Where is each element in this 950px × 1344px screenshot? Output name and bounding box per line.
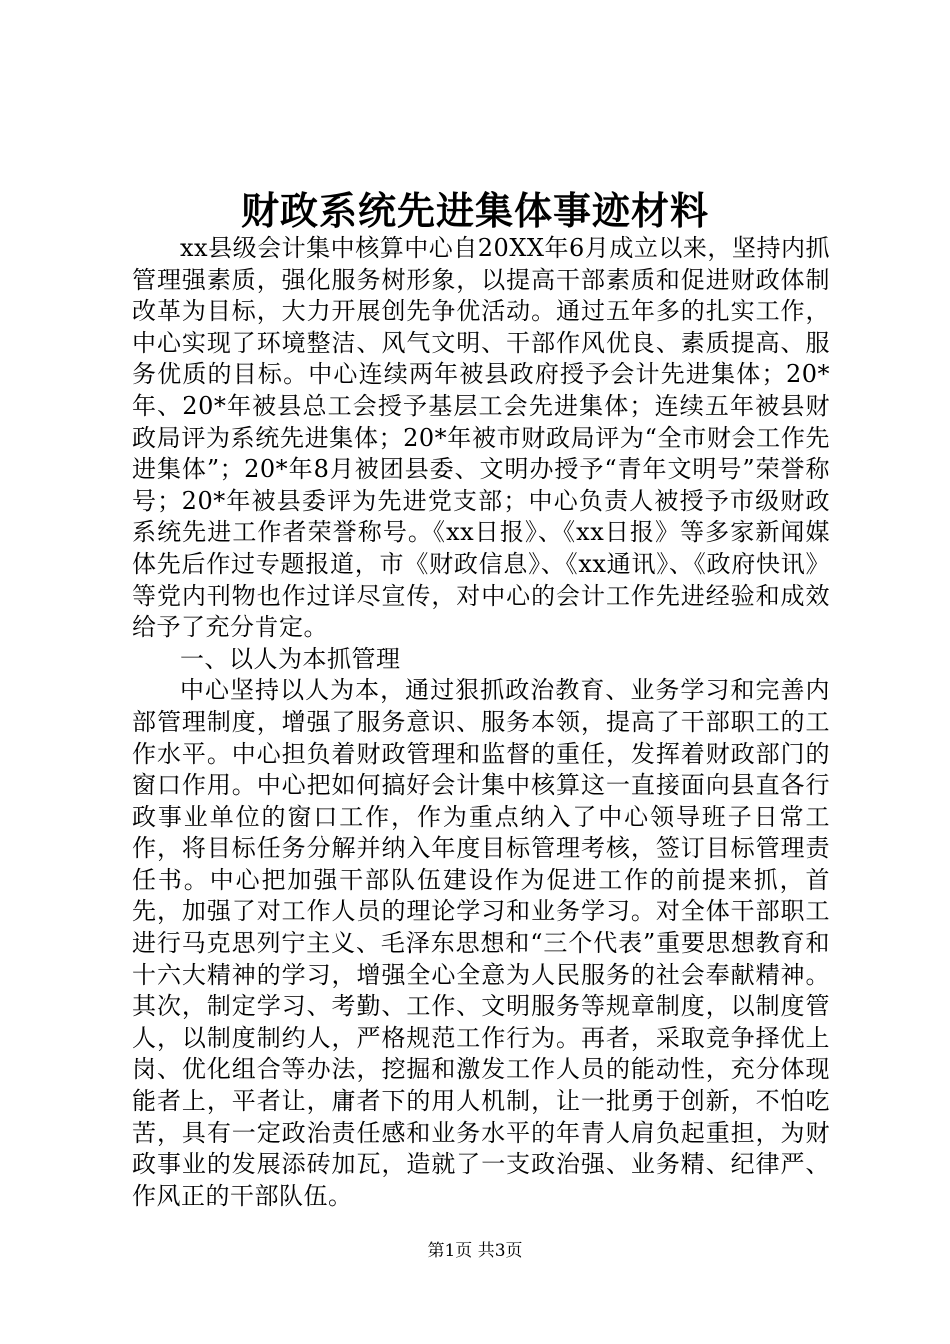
document-title: 财政系统先进集体事迹材料 — [240, 189, 709, 233]
page-number-footer: 第1页 共3页 — [427, 1241, 523, 1261]
document-body — [132, 233, 830, 1212]
section-heading: 一、以人为本抓管理 — [180, 644, 401, 673]
paragraph-intro: xx县级会计集中核算中心自20XX年6月成立以来，坚持内抓管理强素质，强化服务树形象，以提高干部素质和促进财政体制改革为目标，大力开展创先争优活动。通过五年多的扎实工作，中心实现了环境整洁、风气文明、干部作风优良、素质提高、服务优质的目标。中心连续两年被县政府授予会计先进集体；20*年、20*年被县总工会授予基层工会先进集体；连续五年被县财政局评为系统先进集体；20*年被市财政局评为“全市财会工作先进集体”；20*年8月被团县委、文明办授予“青年文明号”荣誉称号；20*年被县委评为先进党支部；中心负责人被授予市级财政系统先进工作者荣誉称号。《xx日报》、《xx日报》等多家新闻媒体先后作过专题报道，市《财政信息》、《xx通讯》、《政府快讯》等党内刊物也作过详尽宣传，对中心的会计工作先进经验和成效给予了充分肯定。 — [132, 234, 830, 642]
paragraph-section-one: 中心坚持以人为本，通过狠抓政治教育、业务学习和完善内部管理制度，增强了服务意识、服务本领，提高了干部职工的工作水平。中心担负着财政管理和监督的重任，发挥着财政部门的窗口作用。中心把如何搞好会计集中核算这一直接面向县直各行政事业单位的窗口工作，作为重点纳入了中心领导班子日常工作，将目标任务分解并纳入年度目标管理考核，签订目标管理责任书。中心把加强干部队伍建设作为促进工作的前提来抓，首先，加强了对工作人员的理论学习和业务学习。对全体干部职工进行马克思列宁主义、毛泽东思想和“三个代表”重要思想教育和十六大精神的学习，增强全心全意为人民服务的社会奉献精神。其次，制定学习、考勤、工作、文明服务等规章制度，以制度管人，以制度制约人，严格规范工作行为。再者，采取竞争择优上岗、优化组合等办法，挖掘和激发工作人员的能动性，充分体现能者上，平者让，庸者下的用人机制，让一批勇于创新，不怕吃苦，具有一定政治责任感和业务水平的年青人肩负起重担，为财政事业的发展添砖加瓦，造就了一支政治强、业务精、纪律严、作风正的干部队伍。 — [132, 676, 830, 1210]
